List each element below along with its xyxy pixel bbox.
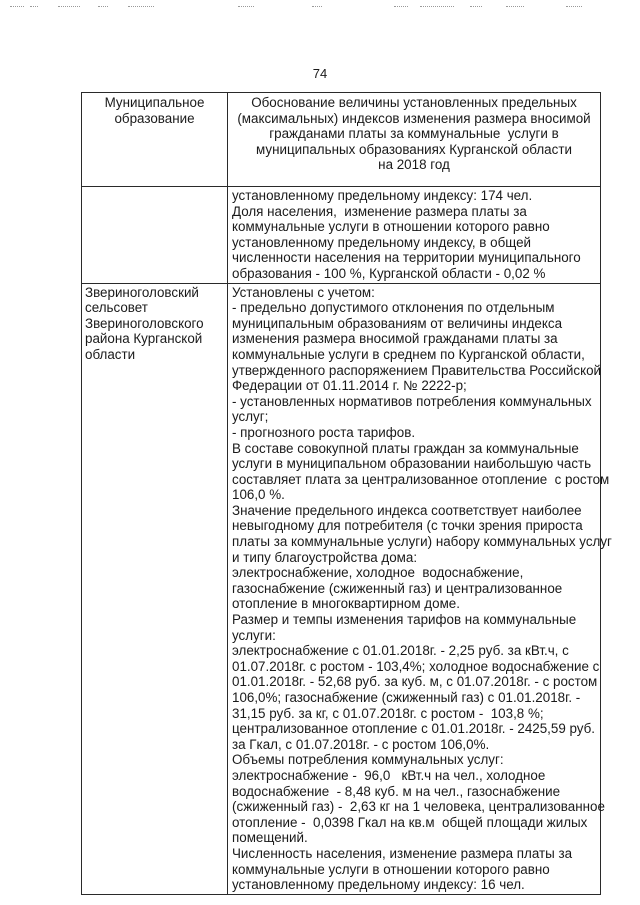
municipality-name-line: района Курганской <box>85 331 203 347</box>
text-line: составляет плата за централизованное отопление с ростом <box>232 471 610 487</box>
municipality-name-line: Звериноголовский <box>85 284 199 300</box>
text-line: коммунальные услуги в отношении которого равно <box>232 219 550 235</box>
text-line: водоснабжение - 8,48 куб. м на чел., газоснабжение <box>232 783 561 799</box>
header-text-line: гражданами платы за коммунальные услуги в <box>269 126 559 142</box>
table-row <box>82 283 601 894</box>
municipality-name-line: Звериноголовского <box>85 315 204 331</box>
municipality-name-line: области <box>85 346 136 362</box>
text-line: установленному предельному индексу: 16 чел. <box>232 877 525 893</box>
text-line: изменения размера вносимой гражданами платы за <box>232 331 558 347</box>
text-line: В составе совокупной платы граждан за коммунальные <box>232 440 579 456</box>
text-line: 106,0%; газоснабжение (сжиженный газ) с 01.01.2018г. - <box>232 690 581 705</box>
text-line: 01.01.2018г. - 52,68 руб. за куб. м, с 01.07.2018г. - с ростом <box>232 674 598 690</box>
table-header-row <box>82 93 601 187</box>
text-line: установленному предельному индексу, в общей <box>232 234 532 250</box>
text-line: услуги в муниципальном образовании наибольшую часть <box>232 456 592 472</box>
header-text-line: образование <box>114 110 195 126</box>
text-line: Установлены с учетом: <box>232 284 375 300</box>
text-line: услуги: <box>232 627 276 643</box>
text-line: образования - 100 %, Курганской области - 0,02 % <box>232 265 546 281</box>
text-line: - предельно допустимого отклонения по отдельным <box>232 300 555 316</box>
text-line: коммунальные услуги в среднем по Курганской области, <box>232 346 585 362</box>
text-line: 106,0 %. <box>232 487 285 503</box>
page-number: 74 <box>312 66 328 81</box>
text-line: Размер и темпы изменения тарифов на коммунальные <box>232 612 577 628</box>
header-municipality <box>82 93 228 187</box>
text-line: установленному предельному индексу: 174 чел. <box>232 188 533 203</box>
text-line: Доля населения, изменение размера платы за <box>232 203 527 219</box>
text-line: 31,15 руб. за кг, с 01.07.2018г. с ростом - 103,8 %; <box>232 705 544 721</box>
text-line: централизованное отопление с 01.01.2018г. - 2425,59 руб. <box>232 721 596 737</box>
text-line: невыгодному для потребителя (с точки зрения прироста <box>232 518 583 534</box>
text-line: электроснабжение с 01.01.2018г. - 2,25 руб. за кВт.ч, с <box>232 643 569 659</box>
text-line: и типу благоустройства дома: <box>232 549 418 565</box>
text-line: газоснабжение (сжиженный газ) и централизованное <box>232 580 563 596</box>
text-line: муниципальным образованиям от величины индекса <box>232 315 563 331</box>
text-line: утвержденного распоряжением Правительства Российской <box>232 362 602 378</box>
justification-cell <box>228 283 612 894</box>
municipality-cell <box>82 283 228 894</box>
text-line: Значение предельного индекса соответствует наиболее <box>232 502 582 518</box>
table-row <box>82 187 601 284</box>
text-line: численности населения на территории муниципального <box>232 250 581 266</box>
text-line: Численность населения, изменение размера платы за <box>232 845 573 861</box>
text-line: отопление в многоквартирном доме. <box>232 596 460 612</box>
header-text-line: (максимальных) индексов изменения размера вносимой <box>237 110 591 126</box>
municipality-name-line: сельсовет <box>85 300 148 316</box>
header-text-line: Муниципальное <box>104 95 205 110</box>
text-line: электроснабжение - 96,0 кВт.ч на чел., холодное <box>232 767 546 783</box>
text-line: за Гкал, с 01.07.2018г. - с ростом 106,0%. <box>232 736 490 752</box>
justification-cell <box>228 187 601 284</box>
text-line: электроснабжение, холодное водоснабжение, <box>232 565 524 581</box>
header-justification <box>228 93 601 187</box>
text-line: отопление - 0,0398 Гкал на кв.м общей площади жилых <box>232 814 588 830</box>
header-text-line: муниципальных образованиях Курганской области <box>256 141 572 157</box>
text-line: Федерации от 01.11.2014 г. № 2222-р; <box>232 378 467 394</box>
text-line: (сжиженный газ) - 2,63 кг на 1 человека, централизованное <box>232 799 605 815</box>
text-line: Объемы потребления коммунальных услуг: <box>232 752 504 768</box>
text-line: услуг; <box>232 409 269 425</box>
header-text-line: на 2018 год <box>378 157 450 173</box>
text-line: 01.07.2018г. с ростом - 103,4%; холодное водоснабжение с <box>232 658 600 674</box>
text-line: - прогнозного роста тарифов. <box>232 424 416 440</box>
text-line: коммунальные услуги в отношении которого равно <box>232 861 550 877</box>
scan-artifact-marks <box>0 6 640 12</box>
text-line: помещений. <box>232 830 308 846</box>
text-line: - установленных нормативов потребления коммунальных <box>232 393 592 409</box>
text-line: платы за коммунальные услуги) набору коммунальных услуг <box>232 534 612 550</box>
municipality-cell <box>82 187 228 284</box>
header-text-line: Обоснование величины установленных предельных <box>251 95 577 110</box>
justification-table <box>81 92 612 895</box>
